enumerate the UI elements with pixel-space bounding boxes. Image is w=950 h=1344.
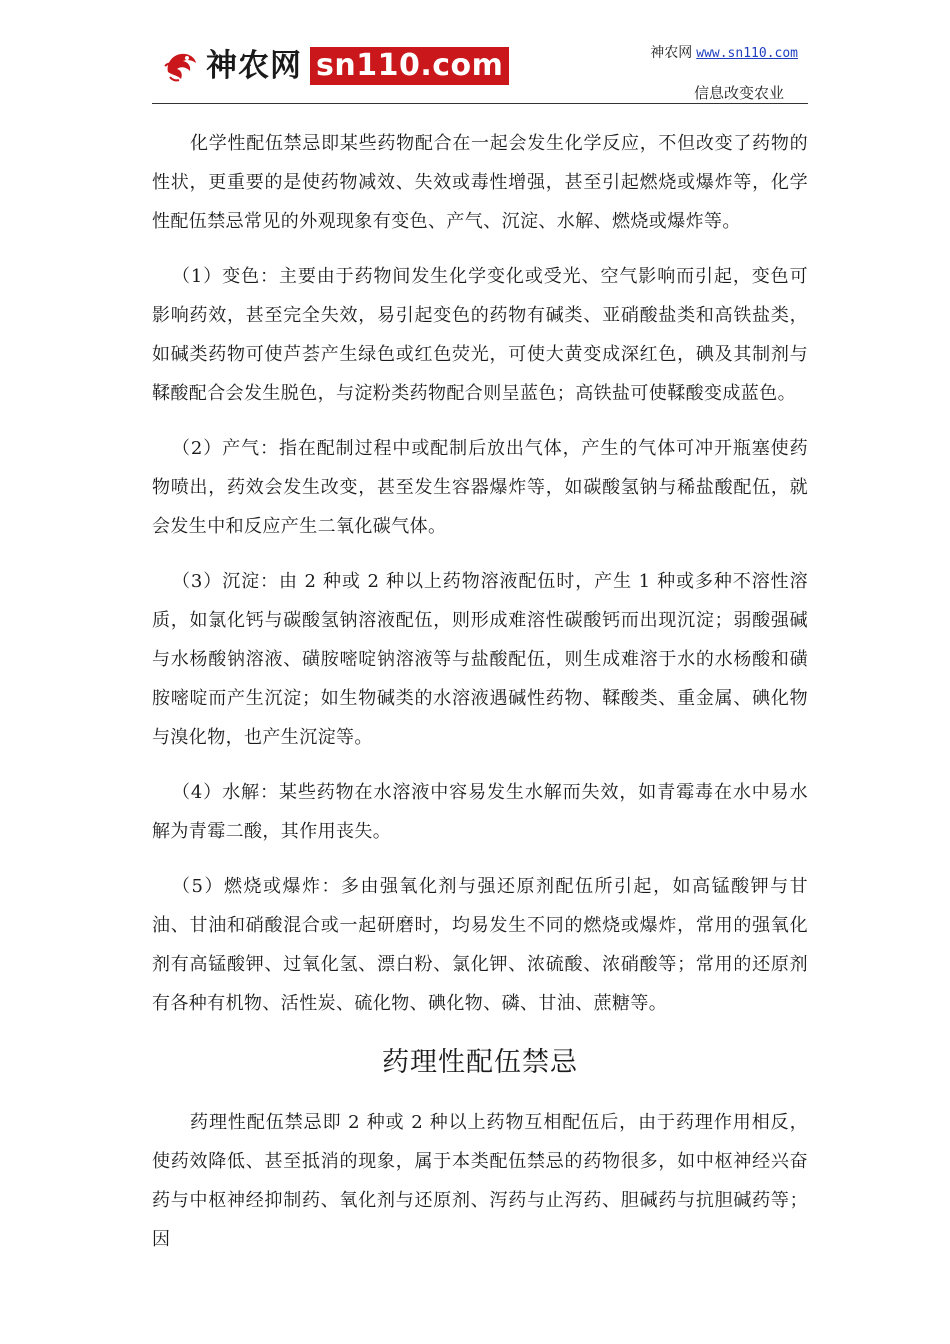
document-body (152, 124, 808, 1275)
list-item-number: （3） (172, 571, 223, 592)
header-divider (152, 103, 808, 104)
dragon-logo-icon (162, 46, 202, 86)
logo-domain-text: sn110.com (310, 47, 509, 85)
list-item (152, 257, 808, 413)
list-item (152, 562, 808, 757)
section-heading: 药理性配伍禁忌 (382, 1047, 578, 1078)
list-item-text: 燃烧或爆炸：多由强氧化剂与强还原剂配伍所引起，如高锰酸钾与甘油、甘油和硝酸混合或一起研磨时，均易发生不同的燃烧或爆炸，常用的强氧化剂有高锰酸钾、过氧化氢、漂白粉、氯化钾、浓硫酸、浓硝酸等；常用的还原剂有各种有机物、活性炭、硫化物、碘化物、磷、甘油、蔗糖等。 (152, 876, 808, 1014)
list-item-number: （1） (172, 266, 223, 287)
list-item (152, 773, 808, 851)
list-item-number: （4） (172, 782, 223, 803)
list-item-text: 变色：主要由于药物间发生化学变化或受光、空气影响而引起，变色可影响药效，甚至完全失效，易引起变色的药物有碱类、亚硝酸盐类和高铁盐类，如碱类药物可使芦荟产生绿色或红色荧光，可使大黄变成深红色，碘及其制剂与鞣酸配合会发生脱色，与淀粉类药物配合则呈蓝色；高铁盐可使鞣酸变成蓝色。 (152, 266, 808, 404)
site-info (650, 42, 798, 62)
list-item-number: （5） (172, 876, 224, 897)
site-name: 神农网 (650, 45, 693, 61)
page-header (152, 38, 808, 104)
site-logo[interactable] (162, 46, 509, 86)
list-item-text: 水解：某些药物在水溶液中容易发生水解而失效，如青霉毒在水中易水解为青霉二酸，其作用丧失。 (152, 782, 808, 842)
section-paragraph: 药理性配伍禁忌即 2 种或 2 种以上药物互相配伍后，由于药理作用相反，使药效降低、甚至抵消的现象，属于本类配伍禁忌的药物很多，如中枢神经兴奋药与中枢神经抑制药、氧化剂与还原剂、泻药与止泻药、胆碱药与抗胆碱药等；因 (152, 1112, 808, 1250)
logo-chinese-text: 神农网 (206, 48, 302, 84)
list-item-number: （2） (172, 438, 223, 459)
intro-paragraph: 化学性配伍禁忌即某些药物配合在一起会发生化学反应，不但改变了药物的性状，更重要的是使药物减效、失效或毒性增强，甚至引起燃烧或爆炸等，化学性配伍禁忌常见的外观现象有变色、产气、沉淀、水解、燃烧或爆炸等。 (152, 133, 808, 232)
list-item-text: 沉淀：由 2 种或 2 种以上药物溶液配伍时，产生 1 种或多种不溶性溶质，如氯化钙与碳酸氢钠溶液配伍，则形成难溶性碳酸钙而出现沉淀；弱酸强碱与水杨酸钠溶液、磺胺嘧啶钠溶液等与盐酸配伍，则生成难溶于水的水杨酸和磺胺嘧啶而产生沉淀；如生物碱类的水溶液遇碱性药物、鞣酸类、重金属、碘化物与溴化物，也产生沉淀等。 (152, 571, 808, 748)
list-item (152, 429, 808, 546)
list-item-text: 产气：指在配制过程中或配制后放出气体，产生的气体可冲开瓶塞使药物喷出，药效会发生改变，甚至发生容器爆炸等，如碳酸氢钠与稀盐酸配伍，就会发生中和反应产生二氧化碳气体。 (152, 438, 808, 537)
site-slogan: 信息改变农业 (693, 84, 784, 102)
site-url-link[interactable]: www.sn110.com (696, 46, 798, 61)
list-item (152, 867, 808, 1023)
